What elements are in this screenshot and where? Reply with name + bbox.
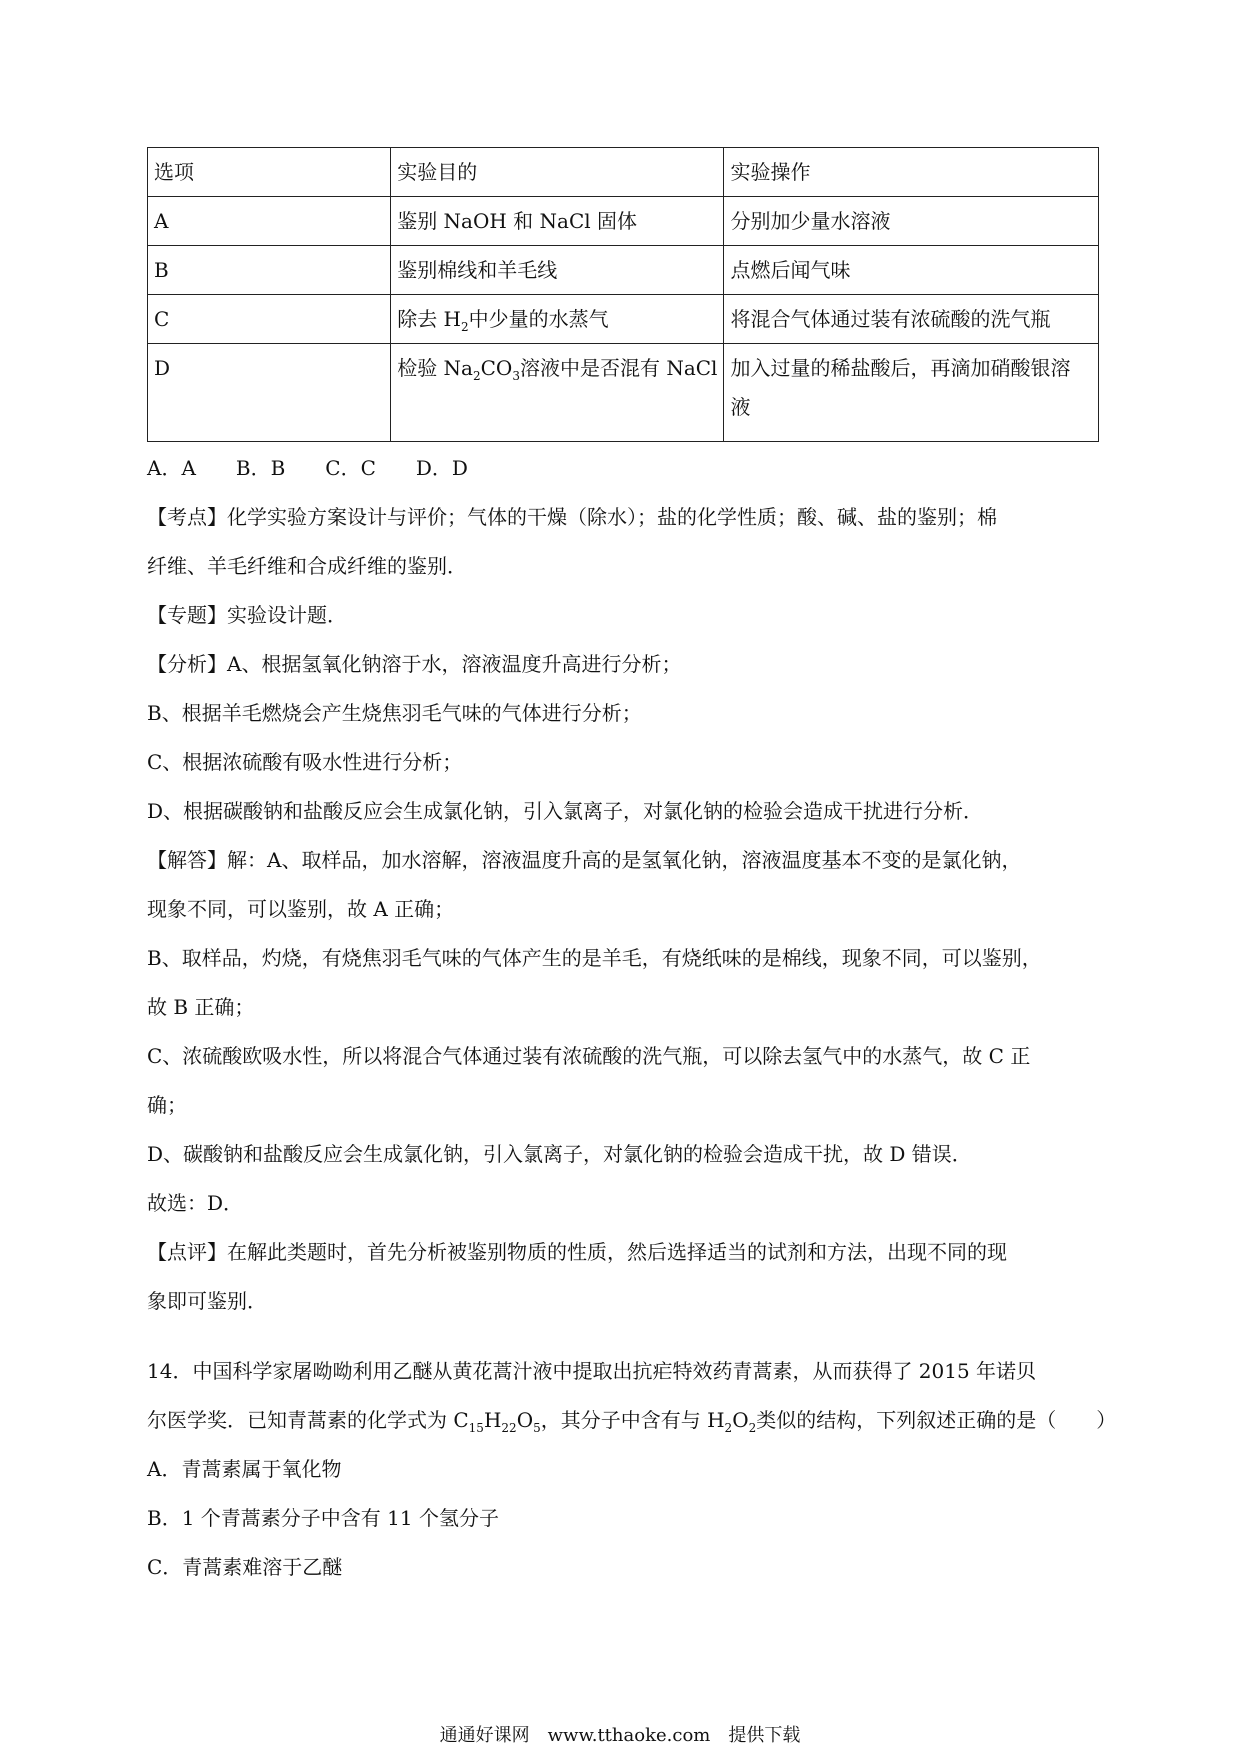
stem-text: O	[732, 1408, 749, 1432]
subscript: 2	[748, 1421, 757, 1435]
subscript: 2	[724, 1421, 733, 1435]
row-option: A	[148, 197, 391, 246]
subscript: 5	[533, 1421, 541, 1435]
dianping-line: 象即可鉴别．	[147, 1289, 267, 1313]
row-purpose: 鉴别棉线和羊毛线	[391, 246, 724, 295]
row-option: B	[148, 246, 391, 295]
stem-text: 尔医学奖．已知青蒿素的化学式为 C	[147, 1408, 469, 1432]
page-footer: 通通好课网 www.tthaoke.com 提供下载	[439, 1725, 801, 1746]
option-b: B．1 个青蒿素分子中含有 11 个氢分子	[147, 1506, 499, 1530]
question-stem	[147, 1396, 1117, 1445]
stem-text: ，其分子中含有与 H	[540, 1408, 725, 1432]
fenxi-line: 【分析】A、根据氢氧化钠溶于水，溶液温度升高进行分析；	[147, 652, 682, 676]
row-operation	[724, 344, 1099, 442]
jieda-line: C、浓硫酸欧吸水性，所以将混合气体通过装有浓硫酸的洗气瓶，可以除去氢气中的水蒸气，故 C 正	[147, 1044, 1031, 1068]
fenxi-line: D、根据碳酸钠和盐酸反应会生成氯化钠，引入氯离子，对氯化钠的检验会造成干扰进行分析．	[147, 799, 984, 823]
fenxi-line: C、根据浓硫酸有吸水性进行分析；	[147, 750, 463, 774]
table-row	[148, 295, 1099, 344]
header-operation: 实验操作	[724, 148, 1099, 197]
row-operation: 将混合气体通过装有浓硫酸的洗气瓶	[724, 295, 1099, 344]
solution-text	[147, 444, 1099, 1326]
fenxi-line: B、根据羊毛燃烧会产生烧焦羽毛气味的气体进行分析；	[147, 701, 642, 725]
subscript: 22	[501, 1421, 517, 1435]
table-header-row	[148, 148, 1099, 197]
stem-text: O	[516, 1408, 534, 1432]
question-14	[147, 1347, 1117, 1592]
answer-choices: A．A B．B C．C D．D	[147, 456, 468, 480]
jieda-line: 【解答】解：A、取样品，加水溶解，溶液温度升高的是氢氧化钠，溶液温度基本不变的是氯化钠，	[147, 848, 1022, 872]
option-a: A．青蒿素属于氧化物	[147, 1457, 342, 1481]
row-option: D	[148, 344, 391, 442]
option-c: C．青蒿素难溶于乙醚	[147, 1555, 343, 1579]
purpose-text: 溶液中是否混有 NaCl	[519, 356, 718, 380]
row-purpose: 鉴别 NaOH 和 NaCl 固体	[391, 197, 724, 246]
kaodian-line: 【考点】化学实验方案设计与评价；气体的干燥（除水）；盐的化学性质；酸、碱、盐的鉴别；棉	[147, 505, 997, 529]
row-operation: 分别加少量水溶液	[724, 197, 1099, 246]
table-row	[148, 246, 1099, 295]
purpose-text: CO	[480, 356, 513, 380]
header-purpose: 实验目的	[391, 148, 724, 197]
purpose-text: 检验 Na	[397, 356, 473, 380]
row-purpose	[391, 295, 724, 344]
jieda-line: B、取样品，灼烧，有烧焦羽毛气味的气体产生的是羊毛，有烧纸味的是棉线，现象不同，可以鉴别，	[147, 946, 1042, 970]
guxuan-line: 故选：D．	[147, 1191, 244, 1215]
stem-text: 类似的结构，下列叙述正确的是（ ）	[756, 1408, 1117, 1432]
subscript: 2	[472, 369, 481, 383]
header-option: 选项	[148, 148, 391, 197]
row-purpose	[391, 344, 724, 442]
subscript: 2	[461, 320, 469, 334]
table-row	[148, 344, 1099, 442]
experiment-table	[147, 147, 1099, 442]
jieda-line: D、碳酸钠和盐酸反应会生成氯化钠，引入氯离子，对氯化钠的检验会造成干扰，故 D 错误．	[147, 1142, 972, 1166]
stem-text: H	[483, 1408, 502, 1432]
subscript: 3	[512, 369, 520, 383]
purpose-text: 除去 H	[397, 307, 462, 331]
row-operation: 点燃后闻气味	[724, 246, 1099, 295]
jieda-line: 现象不同，可以鉴别，故 A 正确；	[147, 897, 455, 921]
purpose-text: 中少量的水蒸气	[468, 307, 609, 331]
jieda-line: 故 B 正确；	[147, 995, 255, 1019]
table-row	[148, 197, 1099, 246]
kaodian-line: 纤维、羊毛纤维和合成纤维的鉴别．	[147, 554, 467, 578]
row-option: C	[148, 295, 391, 344]
jieda-line: 确；	[147, 1093, 187, 1117]
operation-line: 液	[730, 395, 751, 419]
subscript: 15	[468, 1421, 484, 1435]
question-stem: 14．中国科学家屠呦呦利用乙醚从黄花蒿汁液中提取出抗疟特效药青蒿素，从而获得了 2015 年诺贝	[147, 1359, 1037, 1383]
dianping-line: 【点评】在解此类题时，首先分析被鉴别物质的性质，然后选择适当的试剂和方法，出现不同的现	[147, 1240, 1007, 1264]
operation-line: 加入过量的稀盐酸后，再滴加硝酸银溶	[730, 356, 1071, 380]
zhuanti-line: 【专题】实验设计题．	[147, 603, 347, 627]
